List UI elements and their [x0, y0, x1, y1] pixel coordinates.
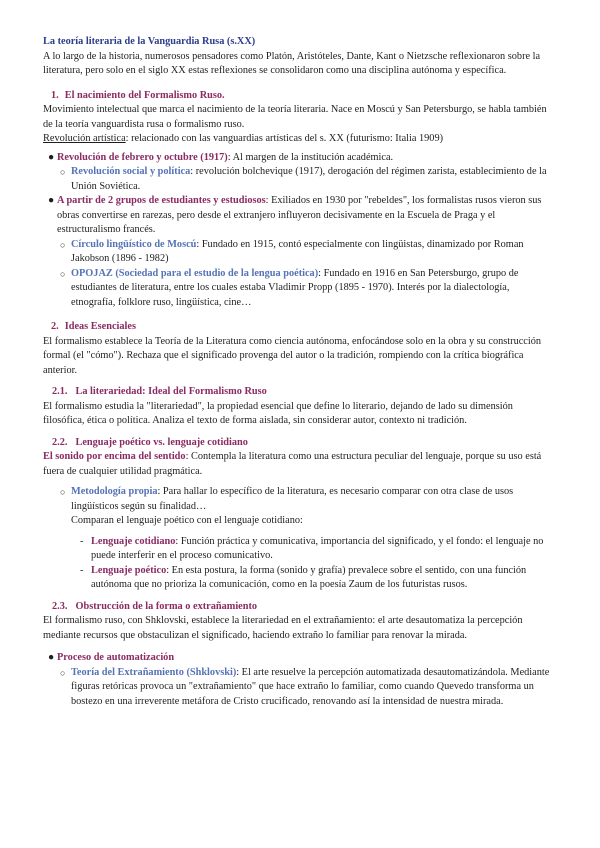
list-item-revolucion-social	[57, 165, 551, 194]
list-item-grupos-estudiantes	[43, 194, 551, 238]
list-item-lenguaje-cotidiano	[79, 535, 551, 564]
list-item-label: Proceso de automatización	[57, 652, 175, 663]
document-page	[43, 35, 551, 709]
section-2-1-heading	[43, 385, 551, 400]
sonido-sentido-line	[43, 450, 551, 479]
list-item-label: Lenguaje cotidiano	[91, 535, 176, 547]
intro-paragraph: A lo largo de la historia, numerosos pensadores como Platón, Aristóteles, Dante, Kant o Nietzsche reflexionaron sobre la literatura, pero solo en el siglo XX estas reflexiones se consolidaron como una disciplina autónoma y específica.	[43, 50, 541, 76]
list-item-text: : Para hallar lo específico de la literatura, es necesario comparar con otra clase de usos lingüísticos según su finalidad…	[71, 486, 514, 512]
list-item-opojaz	[57, 267, 551, 311]
document-title: La teoría literaria de la Vanguardia Rusa (s.XX)	[43, 36, 256, 47]
section-1-heading	[43, 89, 551, 104]
section-1-title: El nacimiento del Formalismo Ruso.	[64, 89, 225, 101]
section-2-2-number: 2.2.	[52, 436, 68, 448]
section-2-1-title: La literariedad: Ideal del Formalismo Ruso	[75, 386, 267, 397]
section-2-heading	[43, 320, 551, 335]
section-2-2-heading	[43, 436, 551, 451]
compare-line: Comparan el lenguaje poético con el lenguaje cotidiano:	[71, 515, 303, 526]
list-item-text: : Fundado en 1916 en San Petersburgo, grupo de estudiantes de literatura, entre los cuales estaba Vladimir Propp (1895 - 1970). Interés por la dialectología, etnografía, folklore ruso, lingüística, cine…	[71, 267, 519, 308]
section-2-3-heading	[43, 600, 551, 615]
list-item-text: : Fundado en 1915, contó especialmente con lingüistas, dinamizado por Roman Jakobson (1896 - 1982)	[71, 238, 524, 264]
section-1-number: 1.	[51, 89, 59, 101]
section-1-paragraph: Movimiento intelectual que marca el nacimiento de la teoría literaria. Nace en Moscú y San Petersburgo, se habla también de la teoría vanguardista rusa o formalismo ruso.	[43, 104, 547, 130]
revolucion-artistica-text: : relacionado con las vanguardias artísticas del s. XX (futurismo: Italia 1909)	[125, 133, 444, 144]
hollow-bullet-icon: ○	[60, 487, 66, 497]
hollow-bullet-icon: ○	[60, 167, 66, 177]
sonido-sentido-label: El sonido por encima del sentido	[43, 451, 186, 462]
hollow-bullet-icon: ○	[60, 268, 66, 279]
list-item-text: : En esta postura, la forma (sonido y grafía) prevalece sobre el sentido, con una función autónoma que no prioriza la comunicación, como en la poesía Zaum de los futuristas rusos.	[91, 564, 527, 590]
list-item-revolucion-febrero	[43, 151, 551, 166]
list-item-label: A partir de 2 grupos de estudiantes y estudiosos	[57, 195, 266, 206]
bullet-icon: ●	[48, 151, 55, 163]
section-2-1-paragraph: El formalismo estudia la "literariedad", la propiedad esencial que define lo literario, dejando de lado su dimensión filosófica, ética o política. Analiza el texto de forma aislada, sin considerar autor, contexto ni tradición.	[43, 400, 513, 426]
list-item-label: OPOJAZ (Sociedad para el estudio de la lengua poética)	[71, 267, 319, 279]
list-item-text: : Función práctica y comunicativa, importancia del significado, y el fondo: el lenguaje no puede interferir en el proceso comunicativo.	[91, 535, 544, 561]
section-2-3-title: Obstrucción de la forma o extrañamiento	[75, 600, 258, 612]
sonido-sentido-text: : Contempla la literatura como una estructura peculiar del lenguaje, porque su uso está fuera de cualquier utilidad pragmática.	[43, 451, 542, 477]
list-item-metodologia	[57, 485, 551, 514]
list-item-label: Metodología propia	[71, 486, 158, 497]
section-2-2-title: Lenguaje poético vs. lenguaje cotidiano	[75, 436, 248, 448]
section-2-3-paragraph: El formalismo ruso, con Shklovski, establece la literariedad en el extrañamiento: el arte desautomatiza la percepción mediante recursos que obstaculizan el significado, haciendo extraño lo familiar para renovar la mirada.	[43, 615, 523, 641]
list-item-label: Teoría del Extrañamiento (Shklovski)	[71, 666, 237, 678]
section-2-1-number: 2.1.	[52, 386, 68, 397]
section-2-3-number: 2.3.	[52, 600, 68, 612]
list-item-label: Lenguaje poético	[91, 564, 167, 576]
section-2-title: Ideas Esenciales	[64, 321, 136, 332]
hollow-bullet-icon: ○	[60, 667, 66, 678]
list-item-label: Revolución social y política	[71, 166, 191, 177]
list-item-text: : Exiliados en 1930 por "rebeldes", los formalistas rusos vieron sus obras convertirse en rarezas, pero desde el extranjero influyeron decisivamente en la Escuela de Praga y el estructuralismo francés.	[57, 195, 542, 235]
list-item-teoria-extranamiento	[57, 666, 551, 710]
section-2-number: 2.	[51, 321, 59, 332]
dash-icon: -	[80, 535, 84, 547]
hollow-bullet-icon: ○	[60, 239, 66, 250]
list-item-lenguaje-poetico	[79, 564, 551, 593]
list-item-text: : revolución bolchevique (1917), derogación del régimen zarista, establecimiento de la Unión Soviética.	[71, 166, 547, 192]
list-item-label: Revolución de febrero y octubre (1917)	[57, 151, 228, 163]
list-item-proceso-automatizacion	[43, 651, 551, 666]
bullet-icon: ●	[48, 195, 55, 206]
dash-icon: -	[80, 564, 84, 576]
list-item-text: : El arte resuelve la percepción automatizada desautomatizándola. Mediante figuras retóricas provoca un "extrañamiento" que hace extraño lo familiar, como cuando Quevedo transforma un bostezo en una irreverente metáfora de Cristo crucificado, renovando así la intensidad de nuestra mirada.	[71, 666, 550, 707]
revolucion-artistica-line	[43, 132, 551, 147]
revolucion-artistica-label: Revolución artística	[43, 133, 126, 144]
list-item-text: : Al margen de la institución académica.	[227, 151, 394, 163]
section-2-paragraph: El formalismo establece la Teoría de la Literatura como ciencia autónoma, enfocándose solo en la obra y su construcción formal (el "cómo"). Rechaza que el significado provenga del autor o la tradición, rompiendo con la crítica biográfica anterior.	[43, 335, 542, 376]
bullet-icon: ●	[48, 652, 55, 663]
list-item-label: Círculo lingüístico de Moscú	[71, 238, 197, 250]
list-item-circulo-moscu	[57, 238, 551, 267]
